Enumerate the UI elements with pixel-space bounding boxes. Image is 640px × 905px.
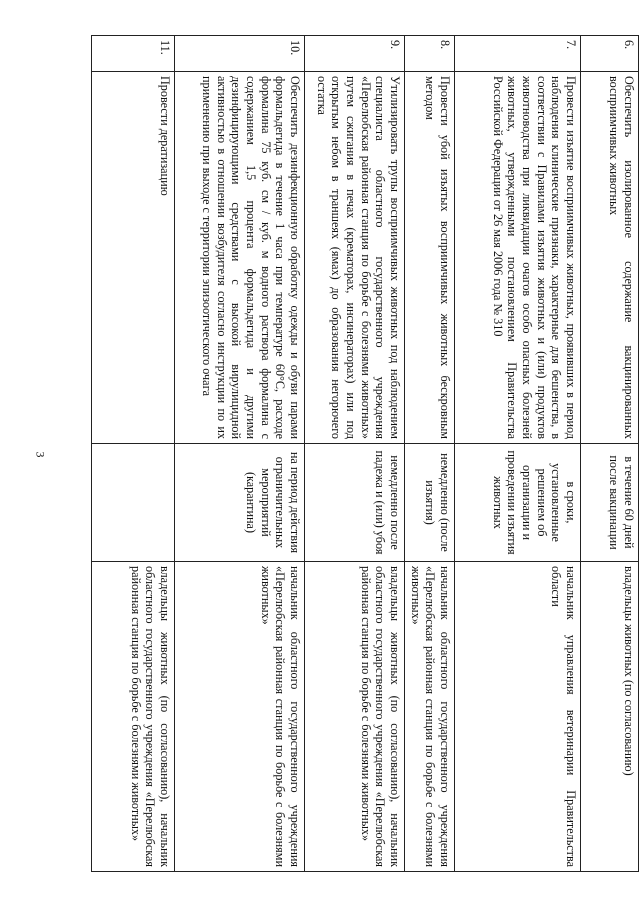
measure-text: Провести дератизацию: [92, 72, 175, 444]
measure-text: Обеспечить изолированное содержание вакцинированных восприимчивых животных: [581, 72, 639, 444]
responsible-text: владельцы животных (по согласованию): [581, 562, 639, 872]
table-row: [455, 36, 581, 872]
row-number: 8.: [405, 36, 455, 72]
table-row: [405, 36, 455, 872]
measure-text: Провести изъятие восприимчивых животных, проявивших в период наблюдения клинические признаки, характерные для бешенства, в соответствии с Правилами изъятия животных и (или) продуктов животноводства при ликвидации очагов особо опасных болезней животных, утвержденными постановлением Правительства Российской Федерации от 26 мая 2006 года № 310: [455, 72, 581, 444]
responsible-text: начальник областного государственного учреждения «Перелюбская районная станция по борьбе с болезнями животных»: [175, 562, 305, 872]
measure-text: Утилизировать трупы восприимчивых животных под наблюдением специалиста областного государственного учреждения «Перелюбская районная станция по борьбе с болезнями животных» путем сжигания в печах (крематорах, инсинераторах) или под открытым небом в траншеях (ямах) до образования негорючего остатка: [305, 72, 405, 444]
responsible-text: начальник областного государственного учреждения «Перелюбская районная станция по борьбе с болезнями животных»: [405, 562, 455, 872]
term-text: немедленно (после изъятия): [405, 444, 455, 562]
responsible-text: владельцы животных (по согласованию), начальник областного государственного учреждения «Перелюбская районная станция по борьбе с болезнями животных»: [305, 562, 405, 872]
row-number: 9.: [305, 36, 405, 72]
term-text: на период действия ограничительных мероприятий (карантина): [175, 444, 305, 562]
row-number: 10.: [175, 36, 305, 72]
row-number: 7.: [455, 36, 581, 72]
table-row: [305, 36, 405, 872]
table-row: [175, 36, 305, 872]
row-number: 6.: [581, 36, 639, 72]
measures-table: [91, 35, 639, 872]
table-row: [581, 36, 639, 872]
page-number: 3: [33, 451, 48, 458]
term-text: немедленно после падежа и (или) убоя: [305, 444, 405, 562]
term-text: [92, 444, 175, 562]
term-text: в течение 60 дней после вакцинации: [581, 444, 639, 562]
row-number: 11.: [92, 36, 175, 72]
measure-text: Провести убой изъятых восприимчивых животных бескровным методом: [405, 72, 455, 444]
measure-text: Обеспечить дезинфекционную обработку одежды и обуви парами формальдегида в течение 1 часа при температуре 60°С, расходе формалина 75 куб. см / куб. м водного раствора формалина с содержанием 1,5 процента формальдегида и другими дезинфицирующими средствами с высокой вирулицидной активностью в отношении возбудителя согласно инструкции по их применению при выходе с территории эпизоотического очага: [175, 72, 305, 444]
table-row: [92, 36, 175, 872]
responsible-text: начальник управления ветеринарии Правительства области: [455, 562, 581, 872]
term-text: в сроки, установленные решением об организации и проведении изъятия животных: [455, 444, 581, 562]
responsible-text: владельцы животных (по согласованию), начальник областного государственного учреждения «Перелюбская районная станция по борьбе с болезнями животных»: [92, 562, 175, 872]
measures-table-container: [91, 35, 639, 871]
